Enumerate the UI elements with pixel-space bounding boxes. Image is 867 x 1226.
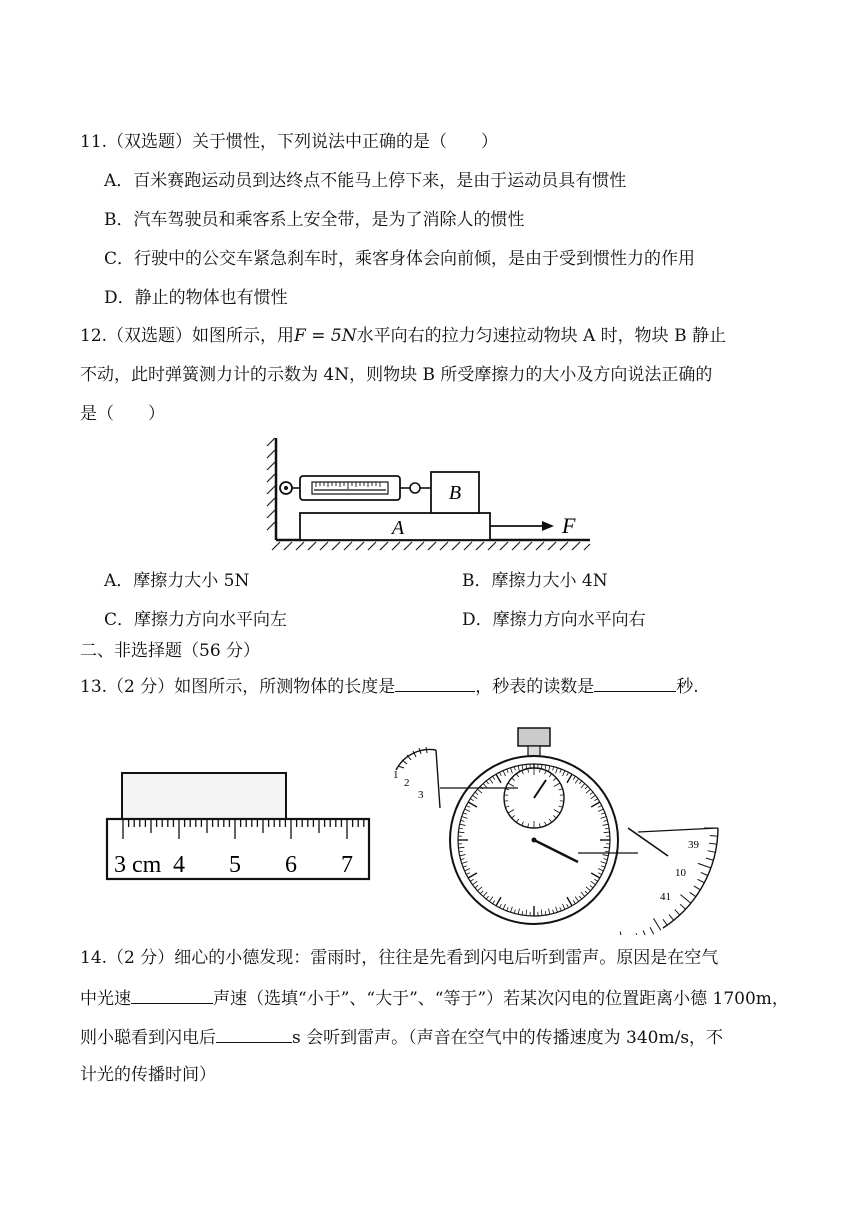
right-zoom-ticks <box>606 828 718 935</box>
force-arrowhead <box>542 521 554 531</box>
right-zoom-tick <box>650 927 654 934</box>
q12-option-a: A．摩擦力大小 5N <box>104 571 250 591</box>
q11-option-d: D．静止的物体也有惯性 <box>104 288 288 308</box>
left-zoom-label-2: 2 <box>404 777 410 789</box>
right-zoom-tick <box>698 879 705 883</box>
force-label: F <box>562 513 576 538</box>
q11-option-c: C．行驶中的公交车紧急刹车时，乘客身体会向前倾，是由于受到惯性力的作用 <box>104 249 696 269</box>
right-zoom-tick <box>680 904 686 909</box>
q13-stem-part3: 秒. <box>676 677 699 697</box>
q12-stem-part1: 12.（双选题）如图所示，用 <box>80 326 295 346</box>
right-zoom-label-41: 41 <box>660 891 671 903</box>
q12-option-b: B．摩擦力大小 4N <box>462 571 608 591</box>
floor-hatching <box>272 542 590 550</box>
q12-formula: F = 5N <box>294 326 357 346</box>
right-zoom-tick <box>694 886 701 890</box>
q13-stem <box>80 673 699 699</box>
right-zoom-tick <box>706 858 714 860</box>
stopwatch-crown <box>518 728 550 746</box>
q14-line1: 14.（2 分）细心的小德发现：雷雨时，往往是先看到闪电后听到雷声。原因是在空气 <box>80 948 719 968</box>
right-zoom-tick <box>701 872 708 875</box>
q12-option-c: C．摩擦力方向水平向左 <box>104 610 288 630</box>
right-zoom-tick <box>643 931 646 935</box>
q13-stopwatch-figure <box>388 720 733 935</box>
q12-stem-part2: 水平向右的拉力匀速拉动物块 A 时，物块 B 静止 <box>356 326 726 346</box>
q12-stem-line1 <box>80 324 726 348</box>
q14-time-blank[interactable] <box>216 1024 292 1043</box>
right-zoom-tick <box>698 863 711 868</box>
q12-stem-line2: 不动，此时弹簧测力计的示数为 4N，则物块 B 所受摩擦力的大小及方向说法正确的 <box>80 365 713 385</box>
q13-ruler-figure <box>104 768 374 883</box>
right-zoom-tick <box>680 895 691 904</box>
ruler-number-5: 5 <box>229 852 241 878</box>
right-zoom-tick <box>690 892 697 897</box>
q14-line3 <box>80 1024 723 1050</box>
ruler-number-4: 4 <box>173 852 185 878</box>
q12-figure <box>262 436 597 556</box>
block-a-label: A <box>391 517 405 539</box>
q14-line2-part2: 声速（选填“小于”、“大于”、“等于”）若某次闪电的位置距离小德 1700m， <box>213 989 789 1009</box>
right-zoom-label-39: 39 <box>688 839 699 851</box>
right-zoom-tick <box>675 910 680 916</box>
q13-stopwatch-blank[interactable] <box>594 673 676 692</box>
q12-option-d: D．摩擦力方向水平向右 <box>462 610 646 630</box>
measured-object <box>122 773 286 819</box>
q14-line4: 计光的传播时间） <box>80 1065 216 1085</box>
q14-line3-part1: 则小聪看到闪电后 <box>80 1028 216 1048</box>
q14-line2 <box>80 985 789 1011</box>
q13-length-blank[interactable] <box>395 673 475 692</box>
block-b-label: B <box>448 482 462 504</box>
right-zoom-hand <box>628 828 668 856</box>
right-zoom-tick <box>663 919 668 926</box>
ruler-unit-label: 3 cm <box>114 852 162 878</box>
q14-line3-part2: s 会听到雷声。（声音在空气中的传播速度为 340m/s，不 <box>292 1028 724 1048</box>
q13-stem-part2: ，秒表的读数是 <box>475 677 595 697</box>
right-zoom-tick <box>708 851 716 853</box>
q11-option-a: A．百米赛跑运动员到达终点不能马上停下来，是由于运动员具有惯性 <box>104 171 627 191</box>
section-2-heading: 二、非选择题（56 分） <box>80 641 261 661</box>
wall-hatching <box>267 438 275 530</box>
left-zoom-label-3: 3 <box>418 789 424 801</box>
q11-stem: 11.（双选题）关于惯性，下列说法中正确的是（ ） <box>80 132 499 152</box>
ruler-number-7: 7 <box>341 852 353 878</box>
right-zoom-tick <box>653 918 660 930</box>
right-zoom-tick <box>710 836 718 837</box>
q11-option-b: B．汽车驾驶员和乘客系上安全带，是为了消除人的惯性 <box>104 210 525 230</box>
left-zoom-label-1: 1 <box>393 769 399 781</box>
ruler-number-6: 6 <box>285 852 297 878</box>
q14-speed-blank[interactable] <box>131 985 213 1004</box>
right-zoom-tick <box>620 932 623 935</box>
b-hook <box>410 483 420 493</box>
right-zoom-label-10: 10 <box>675 867 686 879</box>
q13-stem-part1: 13.（2 分）如图所示，所测物体的长度是 <box>80 677 396 697</box>
right-zoom-tick <box>709 843 717 844</box>
q12-stem-line3: 是（ ） <box>80 404 165 424</box>
right-zoom-tick <box>636 933 639 935</box>
q14-line2-part1: 中光速 <box>80 989 131 1009</box>
right-zoom-tick <box>669 915 674 921</box>
